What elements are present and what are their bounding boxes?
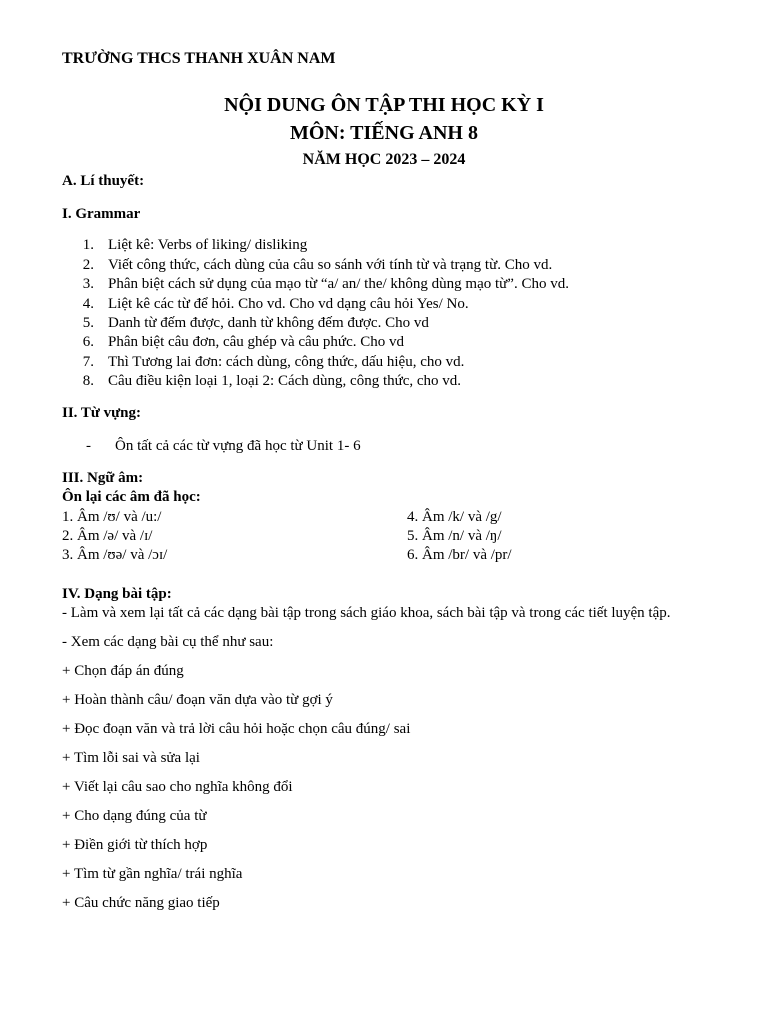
sound-pair: 5. Âm /n/ và /ŋ/ [407,528,502,544]
list-item: + Đọc đoạn văn và trả lời câu hỏi hoặc chọn câu đúng/ sai [62,721,411,737]
sound-pair: 1. Âm /ʊ/ và /u:/ [62,509,162,525]
exercises-heading: IV. Dạng bài tập: [62,586,172,602]
sound-pair: 6. Âm /br/ và /pr/ [407,547,512,563]
list-item: + Cho dạng đúng của từ [62,808,207,824]
sound-pair: 2. Âm /ə/ và /ɪ/ [62,528,153,544]
exercises-intro-2: - Xem các dạng bài cụ thể như sau: [62,634,274,650]
list-item: + Tìm từ gần nghĩa/ trái nghĩa [62,866,243,882]
list-item: + Viết lại câu sao cho nghĩa không đổi [62,779,293,795]
list-item: + Tìm lỗi sai và sửa lại [62,750,200,766]
sound-pair: 3. Âm /ʊə/ và /ɔɪ/ [62,547,168,563]
school-year: NĂM HỌC 2023 – 2024 [302,151,466,168]
subject-title: MÔN: TIẾNG ANH 8 [290,122,478,144]
vocab-item: Ôn tất cả các từ vựng đã học từ Unit 1- 6 [115,438,361,454]
list-item: + Câu chức năng giao tiếp [62,895,220,911]
vocab-heading: II. Từ vựng: [62,405,141,421]
school-name: TRƯỜNG THCS THANH XUÂN NAM [62,50,336,67]
bullet-dash: - [86,438,91,454]
section-a-heading: A. Lí thuyết: [62,173,145,189]
list-item: + Hoàn thành câu/ đoạn văn dựa vào từ gợi ý [62,692,333,708]
phonetics-subheading: Ôn lại các âm đã học: [62,489,201,505]
list-item: + Điền giới từ thích hợp [62,837,208,853]
document-title: NỘI DUNG ÔN TẬP THI HỌC KỲ I [224,94,544,116]
phonetics-heading: III. Ngữ âm: [62,470,144,486]
grammar-heading: I. Grammar [62,206,141,222]
sound-pair: 4. Âm /k/ và /g/ [407,509,502,525]
document-page: TRƯỜNG THCS THANH XUÂN NAM NỘI DUNG ÔN TẬP THI HỌC KỲ I MÔN: TIẾNG ANH 8 NĂM HỌC 2023 – 2024 A. Lí thuyết: I. Grammar 1. Liệt kê: Verbs of liking/ disliking 2. Viết công thức, cách dùng của câu so sánh với tính từ và trạng từ. Cho vd. 3. Phân biệt cách sử dụng của mạo từ “a/ an/ the/ không dùng mạo từ”. Cho vd. 4. Liệt kê các từ để hỏi. Cho vd. Cho vd dạng câu hỏi Yes/ No. 5. Danh từ đếm được, danh từ không đếm được. Cho vd 6. Phân biệt câu đơn, câu ghép và câu phức. Cho vd 7. Thì Tương lai đơn: cách dùng, công thức, dấu hiệu, cho vd. 8. Câu điều kiện loại 1, loại 2: Cách dùng, công thức, cho vd. II. Từ vựng: - Ôn tất cả các từ vựng đã học từ Unit 1- 6 III. Ngữ âm: Ôn lại các âm đã học: 1. Âm /ʊ/ và /u:/ 2. Âm /ə/ và /ɪ/ 3. Âm /ʊə/ và /ɔɪ/ 4. Âm /k/ và /g/ 5. Âm /n/ và /ŋ/ 6. Âm /br/ và /pr/ IV. Dạng bài tập: - Làm và xem lại tất cả các dạng bài tập trong sách giáo khoa, sách bài tập và trong các tiết luyện tập. - Xem các dạng bài cụ thể như sau: + Chọn đáp án đúng + Hoàn thành câu/ đoạn văn dựa vào từ gợi ý + Đọc đoạn văn và trả lời câu hỏi hoặc chọn câu đúng/ sai + Tìm lỗi sai và sửa lại + Viết lại câu sao cho nghĩa không đổi + Cho dạng đúng của từ + Điền giới từ thích hợp + Tìm từ gần nghĩa/ trái nghĩa + Câu chức năng giao tiếp [0,0,768,1024]
exercises-intro: - Làm và xem lại tất cả các dạng bài tập trong sách giáo khoa, sách bài tập và trong các tiết luyện tập. [62,605,671,621]
list-item: + Chọn đáp án đúng [62,663,184,679]
